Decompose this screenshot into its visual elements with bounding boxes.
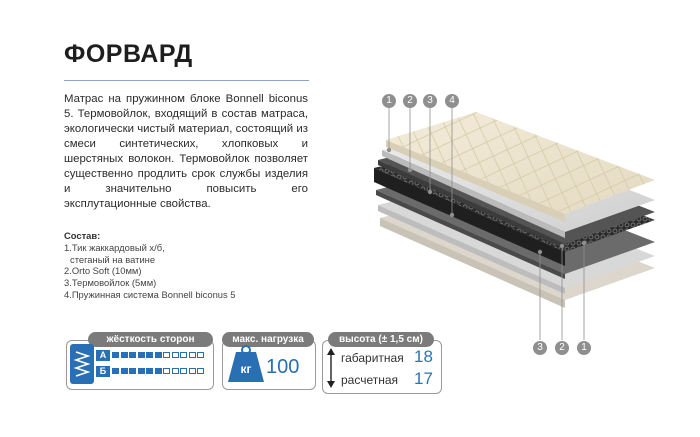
load-value: 100 [266, 356, 300, 378]
composition-heading: Состав: [64, 230, 101, 241]
page-title: ФОРВАРД [64, 40, 193, 68]
height-value-overall: 18 [414, 347, 433, 366]
side-b-label: Б [96, 366, 110, 377]
composition-item: 2.Orto Soft (10мм) [64, 265, 142, 277]
load-unit: кг [240, 362, 252, 376]
side-a-label: А [96, 350, 110, 361]
height-label-overall: габаритная [341, 351, 404, 365]
layer-marker: 4 [445, 94, 459, 108]
load-header: макс. нагрузка [222, 332, 314, 347]
composition-item: стеганый на ватине [70, 253, 156, 265]
height-header: высота (± 1,5 см) [328, 332, 434, 347]
layer-marker: 3 [533, 341, 547, 355]
layer-marker: 1 [382, 94, 396, 108]
layer-marker: 1 [577, 341, 591, 355]
layer-marker: 3 [423, 94, 437, 108]
composition-item: 3.Термовойлок (5мм) [64, 277, 157, 289]
composition-item: 4.Пружинная система Bonnell biconus 5 [64, 288, 236, 300]
composition-item: 1.Тик жаккардовый х/б, [64, 241, 165, 253]
layer-marker: 2 [403, 94, 417, 108]
height-value-effective: 17 [414, 369, 433, 388]
stiffness-header: жёсткость сторон [88, 332, 213, 347]
layer-marker: 2 [555, 341, 569, 355]
height-label-effective: расчетная [341, 373, 399, 387]
product-description: Матрас на пружинном блоке Bonnell biconus 5. Термовойлок, входящий в состав матраса, экологически чистый материал, состоящий из смеси синтетических, хлопковых и шерстяных волокон. Термовойлок позволяет существенно продлить срок службы изделия и значительно повысить его эксплутационные свойства. [64, 93, 308, 210]
